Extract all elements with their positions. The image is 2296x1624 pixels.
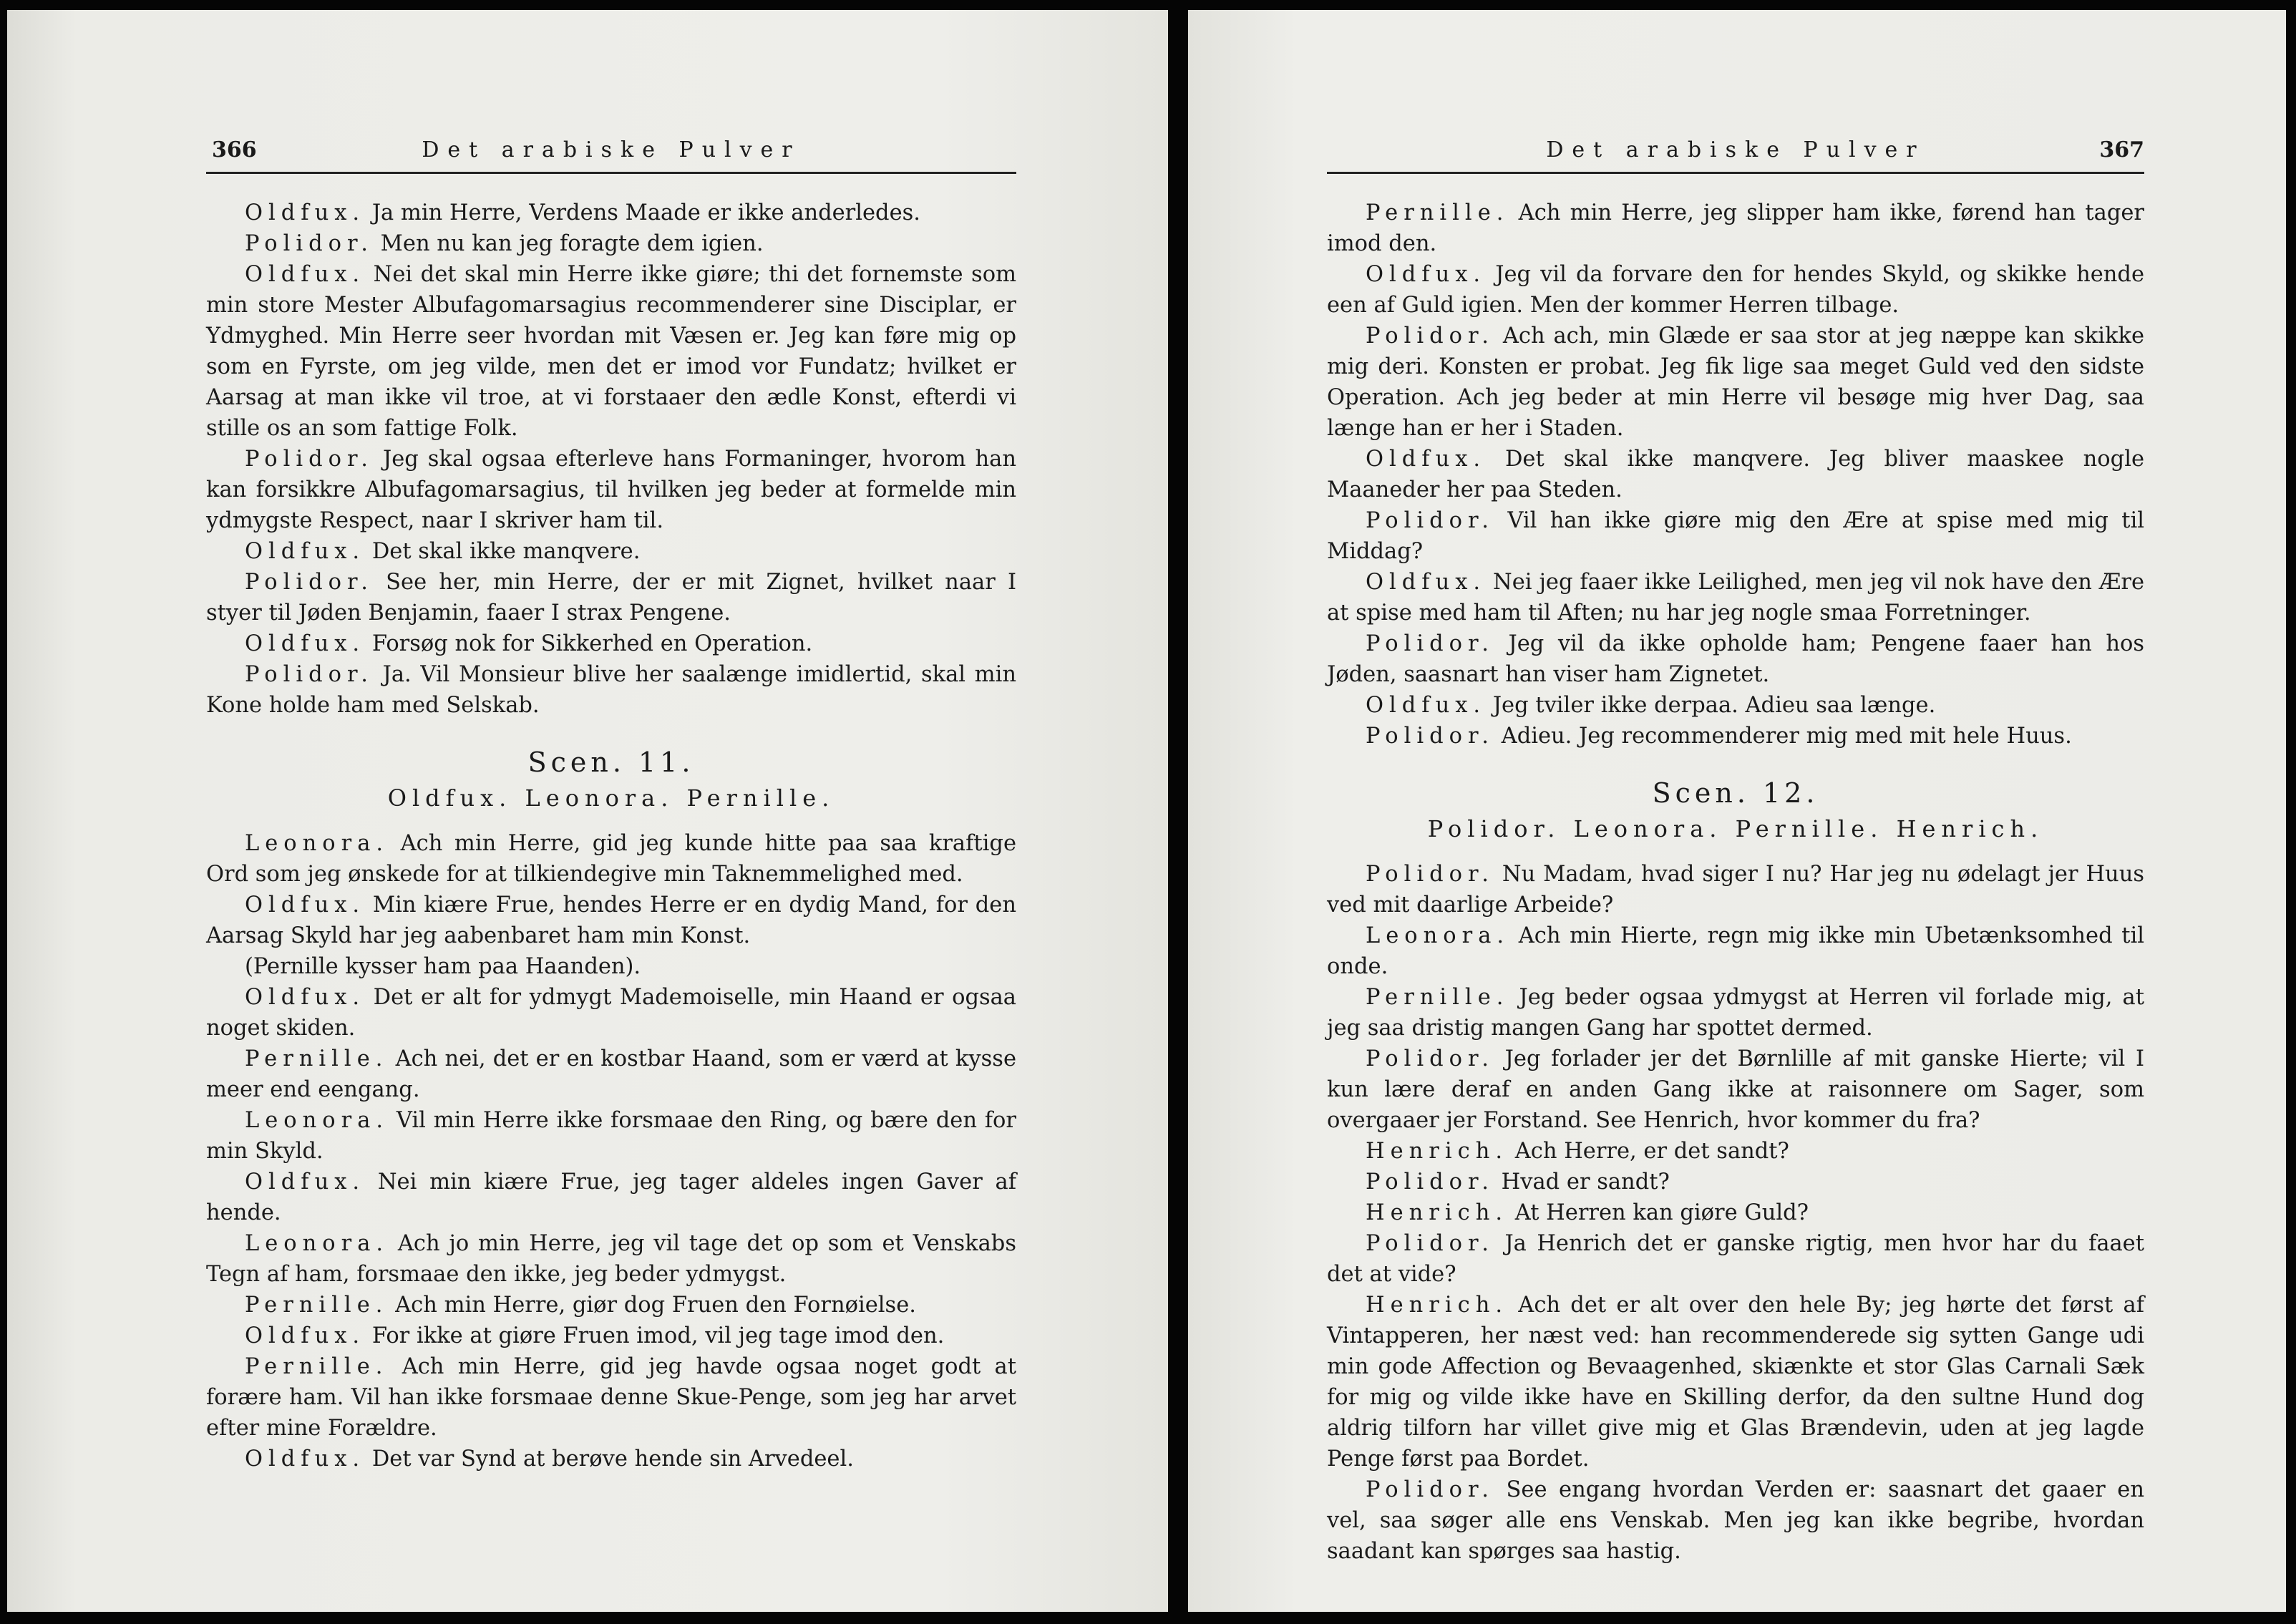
speech-text: Ja min Herre, Verdens Maade er ikke anderledes. xyxy=(365,200,920,225)
dialogue-line xyxy=(1327,1136,2144,1167)
speaker-name: Oldfux. xyxy=(1366,447,1487,472)
speech-text: Nei jeg faaer ikke Leilighed, men jeg vil nok have den Ære at spise med ham til Aften; nu har jeg nogle smaa Forretninger. xyxy=(1327,570,2144,626)
speech-text: Ja. Vil Monsieur blive her saalænge imidlertid, skal min Kone holde ham med Selskab. xyxy=(206,662,1016,718)
speaker-name: Polidor. xyxy=(245,662,374,687)
scene-heading: Scen. 11. xyxy=(527,747,695,778)
dialogue-line xyxy=(206,628,1016,659)
speech-text: See engang hvordan Verden er: saasnart det gaaer en vel, saa søger alle ens Venskab. Men jeg kan ikke begribe, hvordan saadant kan spørges saa hastig. xyxy=(1327,1477,2144,1564)
dialogue-line xyxy=(1327,321,2144,444)
dialogue-block xyxy=(1327,859,2144,1567)
speech-text: Adieu. Jeg recommenderer mig med mit hele Huus. xyxy=(1494,724,2072,749)
dialogue-line xyxy=(1327,1474,2144,1567)
speech-text: Jeg skal ogsaa efterleve hans Formaninger, hvorom han kan forsikkre Albufagomarsagius, til hvilken jeg beder at formelde min ydmygste Respect, naar I skriver ham til. xyxy=(206,447,1016,533)
speaker-name: Polidor. xyxy=(245,447,374,472)
speaker-name: Polidor. xyxy=(1366,862,1494,887)
speech-text: Det er alt for ydmygt Mademoiselle, min Haand er ogsaa noget skiden. xyxy=(206,985,1016,1041)
speech-text: (Pernille kysser ham paa Haanden). xyxy=(245,954,641,979)
dialogue-line xyxy=(206,828,1016,890)
scene-cast: Polidor. Leonora. Pernille. Henrich. xyxy=(1427,815,2044,842)
dialogue-line xyxy=(206,1167,1016,1228)
dialogue-line xyxy=(206,567,1016,628)
speech-text: Ach min Herre, gid jeg kunde hitte paa saa kraftige Ord som jeg ønskede for at tilkiendegive min Taknemmelighed med. xyxy=(206,831,1016,887)
dialogue-line xyxy=(1327,628,2144,690)
speaker-name: Polidor. xyxy=(1366,631,1494,656)
dialogue-line xyxy=(206,951,1016,982)
speaker-name: Oldfux. xyxy=(245,631,366,656)
dialogue-line xyxy=(1327,444,2144,505)
speaker-name: Leonora. xyxy=(245,1108,389,1133)
speech-text: Ach ach, min Glæde er saa stor at jeg næppe kan skikke mig deri. Konsten er probat. Jeg fik lige saa meget Guld ved den sidste Operation. Ach jeg beder at min Herre vil besøge mig hver Dag, saa længe han er her i Staden. xyxy=(1327,324,2144,441)
dialogue-line xyxy=(1327,505,2144,567)
speaker-name: Pernille. xyxy=(245,1354,389,1379)
speaker-name: Polidor. xyxy=(1366,724,1494,749)
dialogue-line xyxy=(206,1351,1016,1444)
speech-text: Nei min kiære Frue, jeg tager aldeles ingen Gaver af hende. xyxy=(206,1170,1016,1225)
dialogue-line xyxy=(1327,721,2144,752)
speaker-name: Oldfux. xyxy=(245,1323,366,1348)
speech-text: Ja Henrich det er ganske rigtig, men hvor har du faaet det at vide? xyxy=(1327,1231,2144,1287)
speech-text: Ach jo min Herre, jeg vil tage det op som et Venskabs Tegn af ham, forsmaae den ikke, jeg beder ydmygst. xyxy=(206,1231,1016,1287)
running-head xyxy=(206,132,1016,174)
speaker-name: Polidor. xyxy=(1366,1170,1494,1195)
speaker-name: Pernille. xyxy=(1366,200,1509,225)
speaker-name: Oldfux. xyxy=(1366,693,1487,718)
speech-text: Jeg vil da forvare den for hendes Skyld, og skikke hende een af Guld igien. Men der kommer Herren tilbage. xyxy=(1327,262,2144,318)
speaker-name: Leonora. xyxy=(1366,923,1510,948)
speech-text: Det skal ikke manqvere. xyxy=(365,539,641,564)
speech-text: Vil han ikke giøre mig den Ære at spise med mig til Middag? xyxy=(1327,508,2144,564)
dialogue-line xyxy=(1327,859,2144,920)
dialogue-line xyxy=(1327,1290,2144,1474)
page-body xyxy=(206,198,1016,1474)
dialogue-line xyxy=(206,198,1016,228)
dialogue-line xyxy=(1327,1197,2144,1228)
left-page xyxy=(7,10,1168,1612)
speech-text: Nei det skal min Herre ikke giøre; thi det fornemste som min store Mester Albufagomarsagius recommenderer sine Disciplar, er Ydmyghed. Min Herre seer hvordan mit Væsen er. Jeg kan føre mig op som en Fyrste, om jeg vilde, men det er imod vor Fundatz; hvilket er Aarsag at man ikke vil troe, at vi forstaaer den ædle Konst, efterdi vi stille os an som fattige Folk. xyxy=(206,262,1016,441)
speech-text: Jeg beder ogsaa ydmygst at Herren vil forlade mig, at jeg saa dristig mangen Gang har spottet dermed. xyxy=(1327,985,2144,1041)
speaker-name: Pernille. xyxy=(1366,985,1509,1010)
speech-text: Det skal ikke manqvere. Jeg bliver maaskee nogle Maaneder her paa Steden. xyxy=(1327,447,2144,502)
speech-text: Forsøg nok for Sikkerhed en Operation. xyxy=(365,631,813,656)
speech-text: Hvad er sandt? xyxy=(1494,1170,1670,1195)
dialogue-line xyxy=(206,444,1016,536)
speaker-name: Polidor. xyxy=(245,231,374,256)
speech-text: Min kiære Frue, hendes Herre er en dydig Mand, for den Aarsag Skyld har jeg aabenbaret ham min Konst. xyxy=(206,893,1016,948)
dialogue-line xyxy=(1327,198,2144,259)
right-page xyxy=(1188,10,2286,1612)
speaker-name: Polidor. xyxy=(1366,1046,1494,1071)
speech-text: Jeg forlader jer det Børnlille af mit ganske Hierte; vil I kun lære deraf en anden Gang ikke at raisonnere om Sager, som overgaaer jer Forstand. See Henrich, hvor kommer du fra? xyxy=(1327,1046,2144,1133)
dialogue-block xyxy=(206,198,1016,721)
speech-text: Ach Herre, er det sandt? xyxy=(1508,1139,1789,1164)
dialogue-line xyxy=(206,536,1016,567)
speaker-name: Pernille. xyxy=(245,1293,389,1318)
running-title: Det arabiske Pulver xyxy=(1546,137,1925,162)
speaker-name: Leonora. xyxy=(245,831,389,856)
dialogue-line xyxy=(1327,1044,2144,1136)
speech-text: Jeg tviler ikke derpaa. Adieu saa længe. xyxy=(1486,693,1936,718)
speaker-name: Henrich. xyxy=(1366,1293,1509,1318)
speech-text: Vil min Herre ikke forsmaae den Ring, og bære den for min Skyld. xyxy=(206,1108,1016,1164)
speech-text: Ach min Herre, gid jeg havde ogsaa noget godt at forære ham. Vil han ikke forsmaae denne Skue-Penge, som jeg har arvet efter mine Forældre. xyxy=(206,1354,1016,1441)
page-body xyxy=(1327,198,2144,1567)
dialogue-line xyxy=(1327,259,2144,321)
speech-text: For ikke at giøre Fruen imod, vil jeg tage imod den. xyxy=(365,1323,945,1348)
speaker-name: Henrich. xyxy=(1366,1200,1509,1225)
scene-cast: Oldfux. Leonora. Pernille. xyxy=(387,784,835,812)
dialogue-line xyxy=(206,659,1016,721)
speaker-name: Polidor. xyxy=(1366,508,1494,533)
speech-text: Ach min Hierte, regn mig ikke min Ubetænksomhed til onde. xyxy=(1327,923,2144,979)
speaker-name: Oldfux. xyxy=(1366,262,1487,287)
speaker-name: Oldfux. xyxy=(245,539,366,564)
dialogue-line xyxy=(1327,567,2144,628)
dialogue-line xyxy=(1327,920,2144,982)
dialogue-line xyxy=(206,1228,1016,1290)
dialogue-line xyxy=(1327,690,2144,721)
speaker-name: Pernille. xyxy=(245,1046,389,1071)
speech-text: Jeg vil da ikke opholde ham; Pengene faaer han hos Jøden, saasnart han viser ham Zignetet. xyxy=(1327,631,2144,687)
speaker-name: Oldfux. xyxy=(245,262,366,287)
running-head xyxy=(1327,132,2144,174)
dialogue-line xyxy=(206,1321,1016,1351)
dialogue-line xyxy=(206,890,1016,951)
speech-text: Ach min Herre, giør dog Fruen den Fornøielse. xyxy=(388,1293,916,1318)
speech-text: Ach nei, det er en kostbar Haand, som er værd at kysse meer end eengang. xyxy=(206,1046,1016,1102)
speaker-name: Henrich. xyxy=(1366,1139,1509,1164)
page-number: 366 xyxy=(212,137,257,162)
dialogue-line xyxy=(1327,982,2144,1044)
dialogue-line xyxy=(206,1444,1016,1474)
dialogue-line xyxy=(206,1044,1016,1105)
speaker-name: Oldfux. xyxy=(1366,570,1487,595)
speaker-name: Polidor. xyxy=(245,570,374,595)
page-number: 367 xyxy=(2099,137,2144,162)
dialogue-line xyxy=(206,259,1016,444)
speaker-name: Oldfux. xyxy=(245,985,366,1010)
speech-text: See her, min Herre, der er mit Zignet, hvilket naar I styer til Jøden Benjamin, faaer I strax Pengene. xyxy=(206,570,1016,626)
dialogue-block xyxy=(1327,198,2144,752)
speech-text: Ach min Herre, jeg slipper ham ikke, førend han tager imod den. xyxy=(1327,200,2144,256)
dialogue-line xyxy=(1327,1228,2144,1290)
dialogue-line xyxy=(1327,1167,2144,1197)
scene-heading: Scen. 12. xyxy=(1652,777,1819,809)
speaker-name: Oldfux. xyxy=(245,893,366,918)
speech-text: Det var Synd at berøve hende sin Arvedeel. xyxy=(365,1446,854,1472)
speaker-name: Oldfux. xyxy=(245,1446,366,1472)
running-title: Det arabiske Pulver xyxy=(422,137,801,162)
speech-text: Men nu kan jeg foragte dem igien. xyxy=(373,231,764,256)
speech-text: Ach det er alt over den hele By; jeg hørte det først af Vintapperen, her næst ved: han recommenderede sig sytten Gange udi min gode Affection og Bevaagenhed, skiænkte et stor Glas Carnali Sæk for mig og vilde ikke have en Skilling derfor, da den sultne Hund dog aldrig tilforn har villet give mig et Glas Brændevin, uden at jeg lagde Penge først paa Bordet. xyxy=(1327,1293,2144,1472)
speaker-name: Leonora. xyxy=(245,1231,389,1256)
dialogue-line xyxy=(206,228,1016,259)
speech-text: At Herren kan giøre Guld? xyxy=(1508,1200,1809,1225)
dialogue-line xyxy=(206,982,1016,1044)
dialogue-line xyxy=(206,1290,1016,1321)
speaker-name: Polidor. xyxy=(1366,1477,1494,1502)
dialogue-block xyxy=(206,828,1016,1474)
dialogue-line xyxy=(206,1105,1016,1167)
speaker-name: Oldfux. xyxy=(245,200,366,225)
speech-text: Nu Madam, hvad siger I nu? Har jeg nu ødelagt jer Huus ved mit daarlige Arbeide? xyxy=(1327,862,2144,918)
speaker-name: Oldfux. xyxy=(245,1170,366,1195)
speaker-name: Polidor. xyxy=(1366,324,1494,349)
speaker-name: Polidor. xyxy=(1366,1231,1494,1256)
